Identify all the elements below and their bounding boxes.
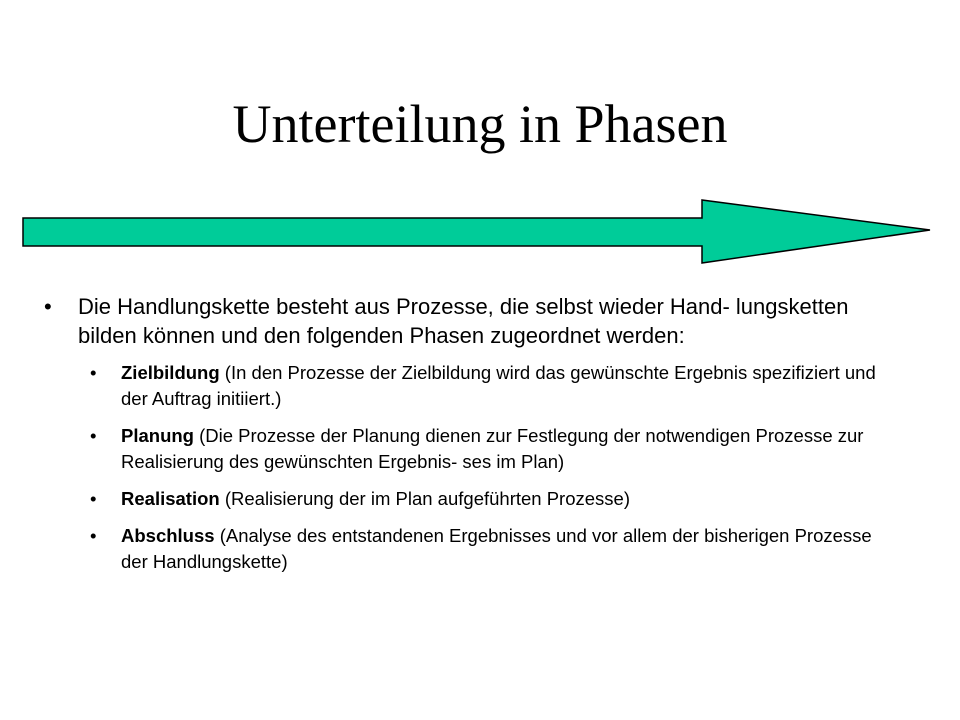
phase-description: (In den Prozesse der Zielbildung wird das gewünschte Ergebnis spezifiziert und der Auftrag initiiert.) xyxy=(121,362,876,409)
bullet-icon: • xyxy=(44,294,52,319)
phase-description: (Analyse des entstandenen Ergebnisses und vor allem der bisherigen Prozesse der Handlungskette) xyxy=(121,525,872,572)
phase-term: Zielbildung xyxy=(121,362,220,383)
phase-term: Planung xyxy=(121,425,194,446)
bullet-icon: • xyxy=(90,488,97,509)
phase-item-realisation xyxy=(44,486,881,512)
arrow-shape xyxy=(23,200,930,263)
phase-description: (Die Prozesse der Planung dienen zur Festlegung der notwendigen Prozesse zur Realisierung des gewünschten Ergebnis- ses im Plan) xyxy=(121,425,864,472)
phase-item-zielbildung xyxy=(44,360,881,412)
phase-item-abschluss xyxy=(44,523,881,575)
phase-item-planung xyxy=(44,423,881,475)
main-point-text: Die Handlungskette besteht aus Prozesse, die selbst wieder Hand- lungsketten bilden können und den folgenden Phasen zugeordnet werden: xyxy=(78,294,849,348)
phase-term: Abschluss xyxy=(121,525,215,546)
slide-title: Unterteilung in Phasen xyxy=(232,94,728,154)
phase-list xyxy=(44,360,884,575)
bullet-icon: • xyxy=(90,362,97,383)
phase-description: (Realisierung der im Plan aufgeführten Prozesse) xyxy=(219,488,630,509)
slide-content xyxy=(44,292,884,586)
phase-term: Realisation xyxy=(121,488,220,509)
main-bullet-point xyxy=(44,292,884,350)
bullet-icon: • xyxy=(90,425,97,446)
bullet-icon: • xyxy=(90,525,97,546)
phase-arrow xyxy=(22,198,932,266)
